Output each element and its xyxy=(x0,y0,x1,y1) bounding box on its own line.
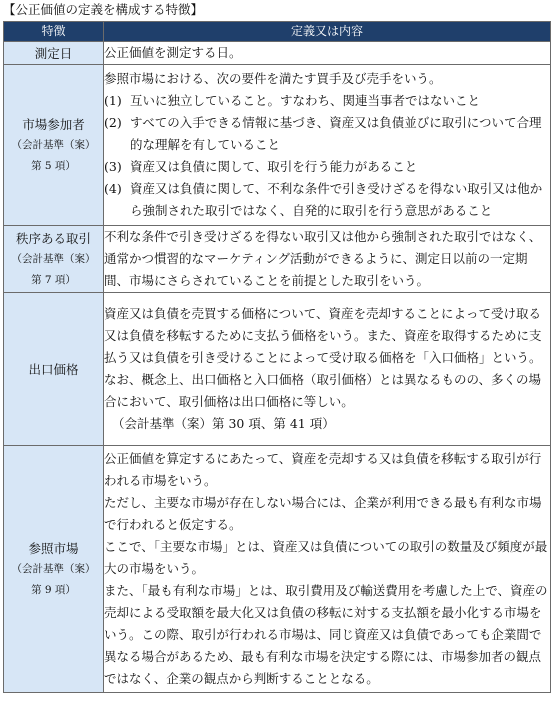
list-item xyxy=(104,90,550,112)
list-text: 資産又は負債に関して、取引を行う能力があること xyxy=(130,159,418,174)
list-number: (3) xyxy=(104,159,122,174)
table-caption: 【公正価値の定義を構成する特徴】 xyxy=(3,2,204,17)
list-text: すべての入手できる情報に基づき、資産又は負債並びに取引について合理的な理解を有していること xyxy=(130,115,542,152)
term-cell xyxy=(4,42,104,65)
term-reference: （会計基準（案） xyxy=(11,252,96,265)
definition-text: 参照市場における、次の要件を満たす買手及び売手をいう。 xyxy=(104,71,442,86)
reference-note: （会計基準（案）第 30 項、第 41 項） xyxy=(112,416,335,431)
definition-text: ここで、「主要な市場」とは、資産又は負債についての取引の数量及び頻度が最大の市場をいう。 xyxy=(104,539,548,576)
term-reference: 第 5 項） xyxy=(31,159,76,172)
table-row xyxy=(4,446,551,693)
list-number: (2) xyxy=(104,115,122,130)
term-cell xyxy=(4,293,104,446)
content-cell xyxy=(104,446,551,693)
term-reference: （会計基準（案） xyxy=(11,562,96,575)
definition-text: なお、概念上、出口価格と入口価格（取引価格）とは異なるものの、多くの場合において、取引価格は出口価格に等しい。 xyxy=(104,372,542,409)
definition-text: また、「最も有利な市場」とは、取引費用及び輸送費用を考慮した上で、資産の売却による受取額を最大化又は負債の移転に対する支払額を最小化する市場をいう。この際、取引が行われる市場は、同じ資産又は負債であっても企業間で異なる場合があるため、最も有利な市場を決定する際には、市場参加者の観点ではなく、企業の観点から判断することとなる。 xyxy=(104,583,548,686)
content-cell xyxy=(104,42,551,65)
table-row xyxy=(4,42,551,65)
list-number: (1) xyxy=(104,93,122,108)
content-cell xyxy=(104,65,551,226)
term-label: 市場参加者 xyxy=(22,116,85,132)
content-cell xyxy=(104,293,551,446)
definition-text: 公正価値を測定する日。 xyxy=(104,45,242,60)
term-label: 測定日 xyxy=(34,45,73,61)
term-reference: 第 9 項） xyxy=(31,583,76,596)
header-feature: 特徴 xyxy=(4,22,104,42)
term-cell xyxy=(4,65,104,226)
term-reference: （会計基準（案） xyxy=(11,138,96,151)
definition-table xyxy=(3,21,551,693)
header-definition: 定義又は内容 xyxy=(104,22,551,42)
term-cell xyxy=(4,226,104,293)
term-label: 参照市場 xyxy=(28,540,79,556)
list-item xyxy=(104,178,550,222)
list-item xyxy=(104,112,550,156)
list-text: 互いに独立していること。すなわち、関連当事者ではないこと xyxy=(130,93,481,108)
table-header-row xyxy=(4,22,551,42)
list-number: (4) xyxy=(104,181,122,196)
term-label: 出口価格 xyxy=(28,361,79,377)
content-cell xyxy=(104,226,551,293)
definition-text: 不利な条件で引き受けざるを得ない取引又は他から強制された取引ではなく、通常かつ慣習的なマーケティング活動ができるように、測定日以前の一定期間、市場にさらされていることを前提とした取引をいう。 xyxy=(104,229,542,288)
table-row xyxy=(4,65,551,226)
list-item xyxy=(104,156,550,178)
definition-text: 公正価値を算定するにあたって、資産を売却する又は負債を移転する取引が行われる市場をいう。 xyxy=(104,451,542,488)
table-row xyxy=(4,293,551,446)
definition-text: ただし、主要な市場が存在しない場合には、企業が利用できる最も有利な市場で行われると仮定する。 xyxy=(104,495,542,532)
list-text: 資産又は負債に関して、不利な条件で引き受けざるを得ない取引又は他から強制された取引ではなく、自発的に取引を行う意思があること xyxy=(130,181,543,218)
term-label: 秩序ある取引 xyxy=(15,230,91,246)
term-cell xyxy=(4,446,104,693)
definition-text: 資産又は負債を売買する価格について、資産を売却することによって受け取る又は負債を移転するために支払う価格をいう。また、資産を取得するために支払う又は負債を引き受けることによって受け取る価格を「入口価格」という。 xyxy=(104,306,542,365)
term-reference: 第 7 項） xyxy=(31,273,76,286)
table-row xyxy=(4,226,551,293)
